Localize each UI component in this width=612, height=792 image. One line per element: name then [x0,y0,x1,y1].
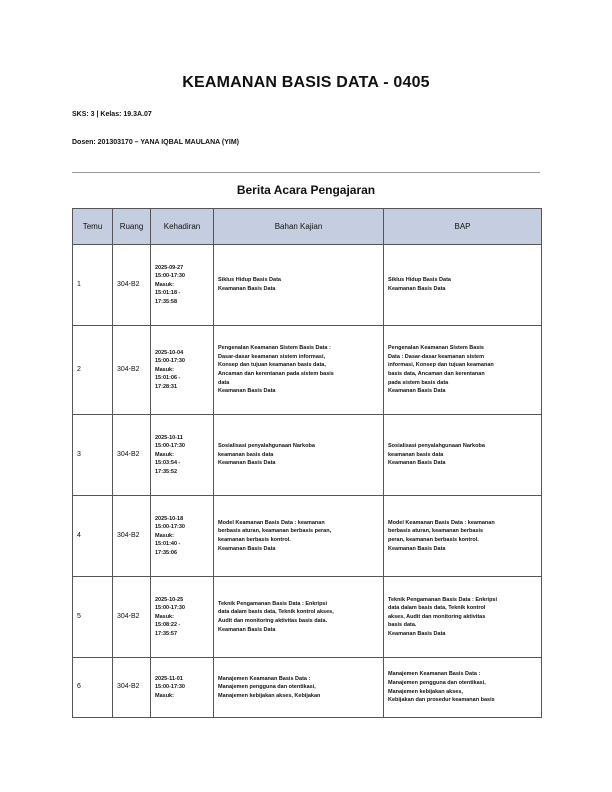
cell-bahan-kajian: Teknik Pengamanan Basis Data : Enkripsi data dalam basis data, Teknik kontrol akses, Audit dan monitoring aktivitas basis data. Keamanan Basis Data [214,577,384,658]
cell-bap: Manajemen Keamanan Basis Data : Manajemen pengguna dan otentikasi, Manajemen kebijakan akses, Kebijakan dan prosedur keamanan basis [384,658,542,718]
lecturer-info: Dosen: 201303170 – YANA IQBAL MAULANA (YIM) [72,139,240,146]
horizontal-divider [72,172,540,173]
cell-bap: Siklus Hidup Basis Data Keamanan Basis Data [384,245,542,326]
table-header-row [73,209,542,245]
cell-ruang: 304-B2 [113,326,151,415]
cell-ruang: 304-B2 [113,245,151,326]
header-bahan-kajian: Bahan Kajian [214,209,384,245]
cell-kehadiran: 2025-10-04 15:00-17:30 Masuk: 15:01:06 - 17:28:31 [151,326,214,415]
header-ruang: Ruang [113,209,151,245]
cell-bap: Model Keamanan Basis Data : keamanan berbasis aturan, keamanan berbasis peran, keamanan berbasis kontrol. Keamanan Basis Data [384,496,542,577]
cell-temu: 2 [73,326,113,415]
table-row [73,245,542,326]
header-kehadiran: Kehadiran [151,209,214,245]
section-title: Berita Acara Pengajaran [236,183,376,197]
table-row [73,415,542,496]
cell-kehadiran: 2025-10-11 15:00-17:30 Masuk: 15:03:54 - 17:35:52 [151,415,214,496]
cell-kehadiran: 2025-09-27 15:00-17:30 Masuk: 15:01:18 - 17:35:58 [151,245,214,326]
table-row [73,577,542,658]
cell-bahan-kajian: Manajemen Keamanan Basis Data : Manajemen pengguna dan otentikasi, Manajemen kebijakan akses, Kebijakan [214,658,384,718]
cell-kehadiran: 2025-10-18 15:00-17:30 Masuk: 15:01:40 - 17:35:06 [151,496,214,577]
page-title: KEAMANAN BASIS DATA - 0405 [182,74,430,91]
cell-bahan-kajian: Siklus Hidup Basis Data Keamanan Basis Data [214,245,384,326]
course-meta: SKS: 3 | Kelas: 19.3A.07 [72,111,152,118]
table-row [73,496,542,577]
cell-bahan-kajian: Sosialisasi penyalahgunaan Narkoba keamanan basis data Keamanan Basis Data [214,415,384,496]
cell-temu: 1 [73,245,113,326]
cell-temu: 3 [73,415,113,496]
cell-bap: Teknik Pengamanan Basis Data : Enkripsi data dalam basis data, Teknik kontrol akses, Audit dan monitoring aktivitas basis data. Keamanan Basis Data [384,577,542,658]
cell-bap: Pengenalan Keamanan Sistem Basis Data : Dasar-dasar keamanan sistem informasi, Konsep dan tujuan keamanan basis data, Ancaman dan kerentanan pada sistem basis data Keamanan Basis Data [384,326,542,415]
cell-bahan-kajian: Model Keamanan Basis Data : keamanan berbasis aturan, keamanan berbasis peran, keamanan berbasis kontrol. Keamanan Basis Data [214,496,384,577]
cell-temu: 4 [73,496,113,577]
header-temu: Temu [73,209,113,245]
teaching-record-table [72,208,542,718]
cell-temu: 5 [73,577,113,658]
cell-ruang: 304-B2 [113,577,151,658]
cell-bap: Sosialisasi penyalahgunaan Narkoba keamanan basis data Keamanan Basis Data [384,415,542,496]
table-row [73,326,542,415]
cell-kehadiran: 2025-10-25 15:00-17:30 Masuk: 15:08:22 - 17:35:57 [151,577,214,658]
cell-ruang: 304-B2 [113,415,151,496]
cell-ruang: 304-B2 [113,658,151,718]
cell-kehadiran: 2025-11-01 15:00-17:30 Masuk: [151,658,214,718]
table-row [73,658,542,718]
cell-temu: 6 [73,658,113,718]
cell-bahan-kajian: Pengenalan Keamanan Sistem Basis Data : Dasar-dasar keamanan sistem informasi, Konsep dan tujuan keamanan basis data, Ancaman dan kerentanan pada sistem basis data Keamanan Basis Data [214,326,384,415]
cell-ruang: 304-B2 [113,496,151,577]
header-bap: BAP [384,209,542,245]
